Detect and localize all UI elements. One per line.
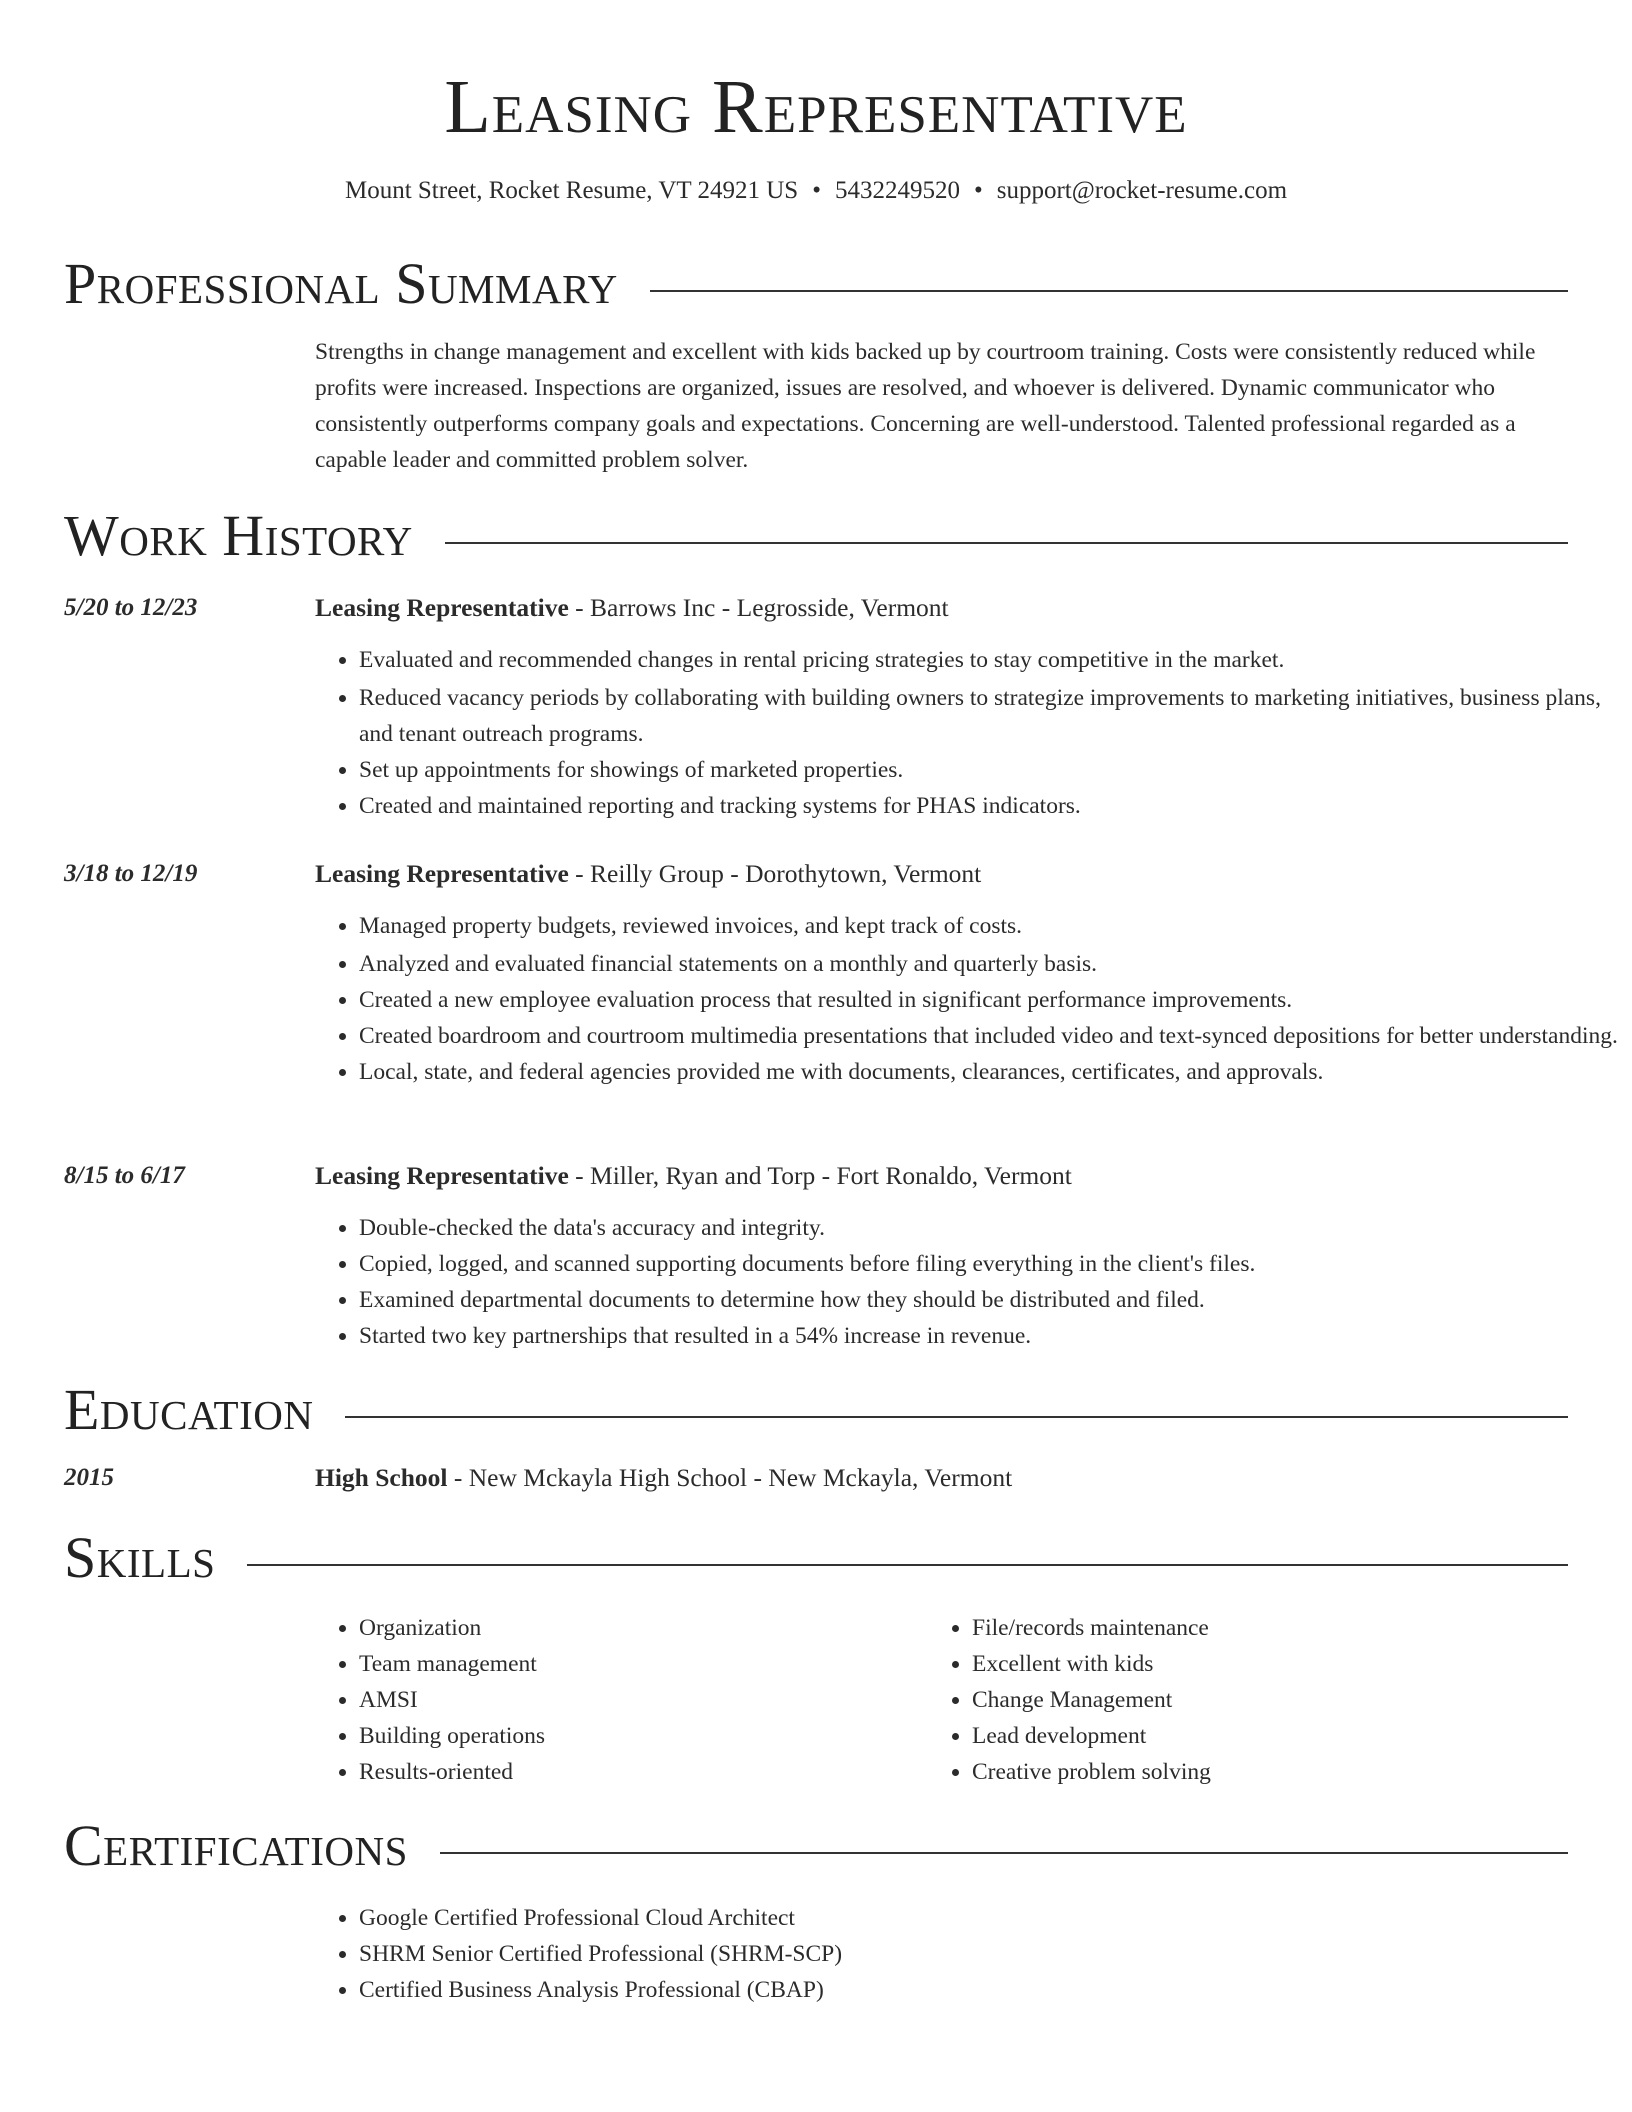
job-dates: 8/15 to 6/17 — [64, 1162, 185, 1189]
job-title: Leasing Representative — [315, 593, 569, 622]
education-year: 2015 — [64, 1464, 114, 1491]
section-header-certifications — [64, 1810, 1568, 1882]
skill-item: • Organization — [359, 1610, 919, 1646]
section-header-summary — [64, 248, 1568, 320]
education-degree: High School — [315, 1463, 448, 1492]
section-header-skills — [64, 1522, 1568, 1594]
skills-list-right — [928, 1610, 1532, 1790]
job-bullet: • Double-checked the data's accuracy and integrity. — [359, 1210, 1621, 1246]
job-bullet: • Examined departmental documents to determine how they should be distributed and filed. — [359, 1282, 1621, 1318]
job-bullet-list — [315, 642, 1621, 824]
candidate-name: Leasing Representative — [444, 65, 1188, 149]
job-title: Leasing Representative — [315, 859, 569, 888]
skill-item: • Results-oriented — [359, 1754, 919, 1790]
education-heading — [315, 1460, 1012, 1496]
skills-list-left — [315, 1610, 919, 1790]
job-bullet: • Created boardroom and courtroom multimedia presentations that included video and text-synced depositions for better understanding. — [359, 1018, 1621, 1054]
section-title-certifications: Certifications — [64, 1810, 440, 1882]
section-title-education: Education — [64, 1374, 345, 1446]
section-header-work-history — [64, 500, 1568, 572]
skill-item: • Change Management — [972, 1682, 1532, 1718]
contact-phone: 5432249520 — [834, 177, 960, 204]
job-dates: 3/18 to 12/19 — [64, 860, 198, 887]
contact-separator: • — [812, 177, 821, 204]
job-bullet: • Managed property budgets, reviewed invoices, and kept track of costs. — [359, 908, 1621, 944]
job-bullet-list — [315, 908, 1621, 1090]
section-title-skills: Skills — [64, 1522, 247, 1594]
skill-item: • File/records maintenance — [972, 1610, 1532, 1646]
job-heading — [315, 1158, 1072, 1194]
education-school-location: - New Mckayla High School - New Mckayla, Vermont — [447, 1463, 1013, 1492]
certifications-list — [315, 1900, 1359, 2008]
job-bullet: • Copied, logged, and scanned supporting documents before filing everything in the client's files. — [359, 1246, 1621, 1282]
job-bullet: • Reduced vacancy periods by collaborating with building owners to strategize improvements to marketing initiatives, business plans, and tenant outreach programs. — [359, 680, 1621, 752]
certification-item: • Certified Business Analysis Professional (CBAP) — [359, 1972, 1359, 2008]
job-bullet: • Local, state, and federal agencies provided me with documents, clearances, certificates, and approvals. — [359, 1054, 1621, 1090]
section-divider — [64, 1564, 1568, 1566]
section-title-work-history: Work History — [64, 500, 445, 572]
job-company-location: - Miller, Ryan and Torp - Fort Ronaldo, Vermont — [568, 1161, 1072, 1190]
job-bullet: • Started two key partnerships that resulted in a 54% increase in revenue. — [359, 1318, 1621, 1354]
job-bullet: • Created a new employee evaluation process that resulted in significant performance improvements. — [359, 982, 1621, 1018]
skill-item: • AMSI — [359, 1682, 919, 1718]
job-heading — [315, 856, 981, 892]
certification-item: • Google Certified Professional Cloud Architect — [359, 1900, 1359, 1936]
section-title-summary: Professional Summary — [64, 248, 650, 320]
job-company-location: - Reilly Group - Dorothytown, Vermont — [568, 859, 982, 888]
skill-item: • Excellent with kids — [972, 1646, 1532, 1682]
contact-address: Mount Street, Rocket Resume, VT 24921 US — [344, 177, 799, 204]
certification-item: • SHRM Senior Certified Professional (SHRM-SCP) — [359, 1936, 1359, 1972]
contact-email[interactable]: support@rocket-resume.com — [996, 177, 1288, 204]
skill-item: • Team management — [359, 1646, 919, 1682]
section-header-education — [64, 1374, 1568, 1446]
job-bullet: • Analyzed and evaluated financial statements on a monthly and quarterly basis. — [359, 946, 1621, 982]
job-heading — [315, 590, 949, 626]
summary-text: Strengths in change management and excellent with kids backed up by courtroom training. Costs were consistently reduced while profits were increased. Inspections are organized, issues are resolved, and whoever is delivered. Dynamic communicator who consistently outperforms company goals and expectations. Concerning are well-understood. Talented professional regarded as a capable leader and committed problem solver. — [315, 339, 1536, 473]
skill-item: • Building operations — [359, 1718, 919, 1754]
skill-item: • Creative problem solving — [972, 1754, 1532, 1790]
skill-item: • Lead development — [972, 1718, 1532, 1754]
job-dates: 5/20 to 12/23 — [64, 594, 198, 621]
job-bullet: • Evaluated and recommended changes in rental pricing strategies to stay competitive in the market. — [359, 642, 1621, 678]
contact-line — [0, 174, 1632, 208]
job-bullet: • Set up appointments for showings of marketed properties. — [359, 752, 1621, 788]
job-bullet: • Created and maintained reporting and tracking systems for PHAS indicators. — [359, 788, 1621, 824]
contact-separator: • — [973, 177, 983, 204]
job-bullet-list — [315, 1210, 1621, 1354]
job-company-location: - Barrows Inc - Legrosside, Vermont — [568, 593, 949, 622]
job-title: Leasing Representative — [315, 1161, 569, 1190]
